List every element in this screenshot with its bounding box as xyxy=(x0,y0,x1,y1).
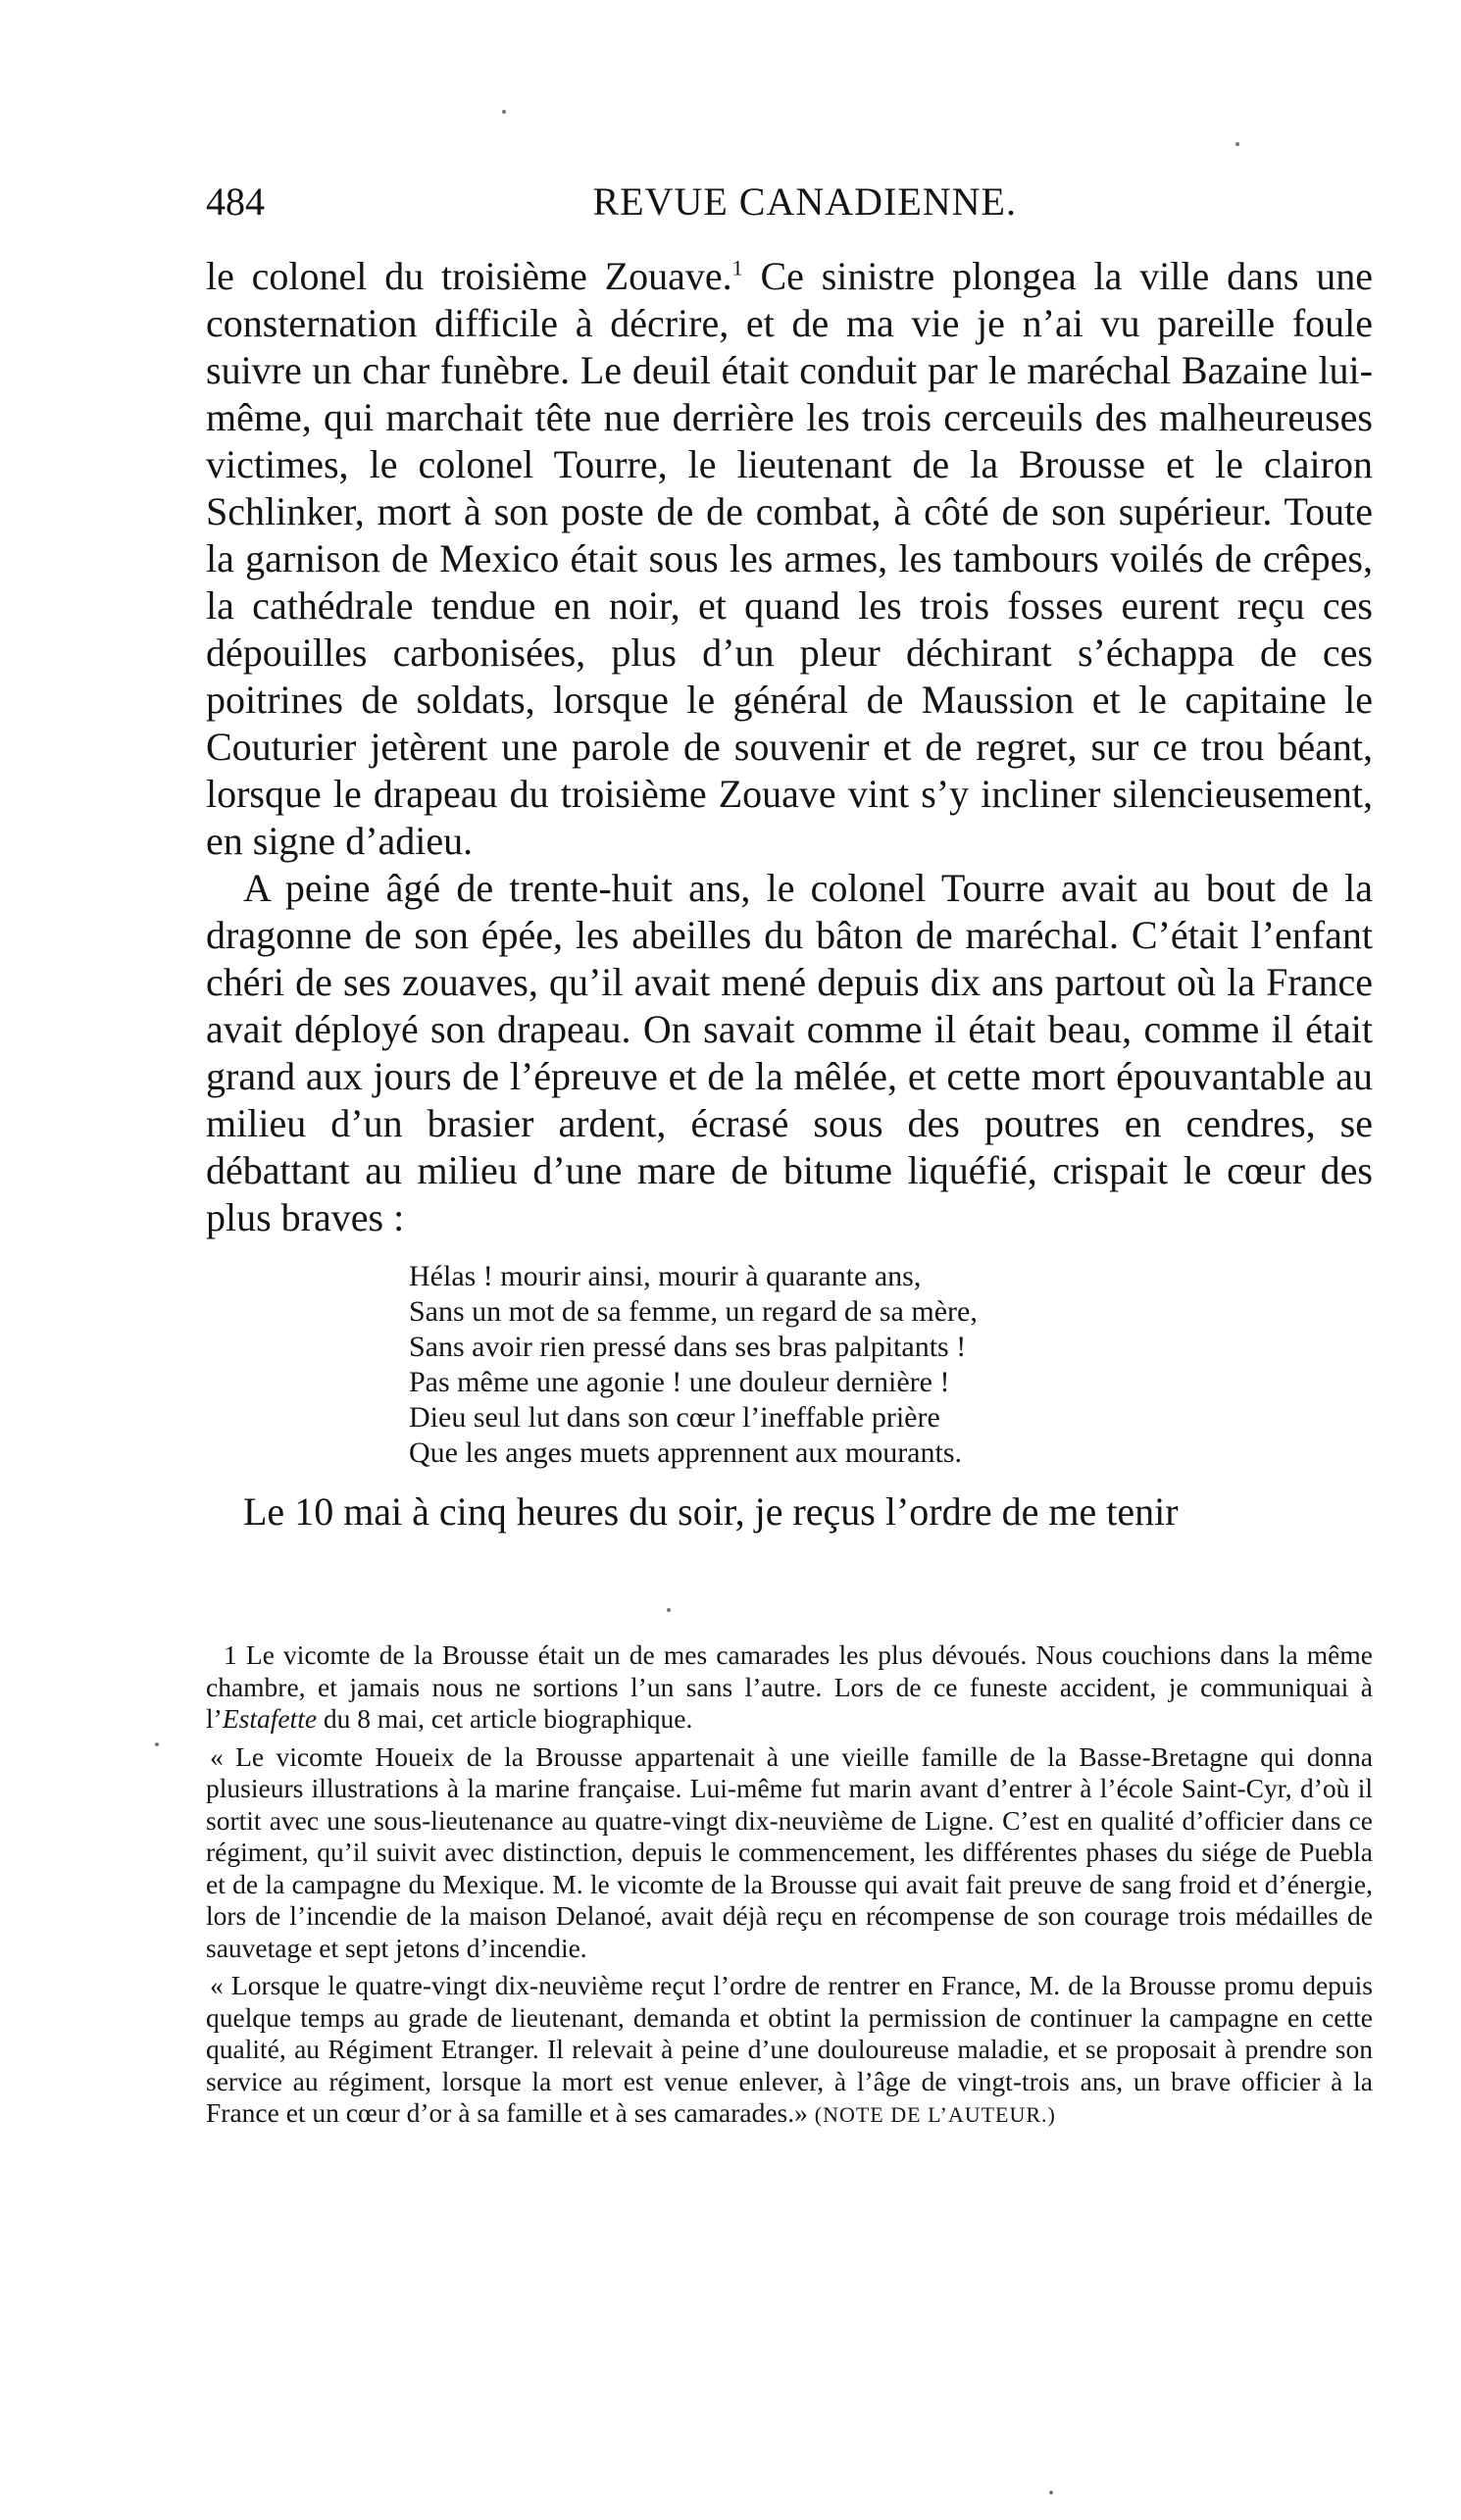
running-head xyxy=(206,175,1017,229)
poem-line: Que les anges muets apprennent aux mourants. xyxy=(409,1436,963,1469)
footnote-1-text: 1 Le vicomte de la Brousse était un de mes camarades les plus dévoués. Nous couchions dans la même chambre, et jamais nous ne sortions l’un sans l’autre. Lors de ce funeste accident, je communiquai à l’ xyxy=(206,1639,1373,1734)
paper-speck xyxy=(1235,142,1239,146)
journal-title: REVUE CANADIENNE. xyxy=(592,179,1017,224)
poem-line: Dieu seul lut dans son cœur l’ineffable prière xyxy=(409,1401,940,1434)
footnote-reference: 1 xyxy=(731,255,743,280)
footnote-1-ending: du 8 mai, cet article biographique. xyxy=(317,1703,693,1734)
paragraph-colonel-tourre: A peine âgé de trente-huit ans, le colonel Tourre avait au bout de la dragonne de son épée, les abeilles du bâton de maréchal. C’était l’enfant chéri de ses zouaves, qu’il avait mené depuis dix ans partout où la France avait déployé son drapeau. On savait comme il était beau, comme il était grand aux jours de l’épreuve et de la mêlée, et cette mort épouvantable au milieu d’un brasier ardent, écrasé sous des poutres en cendres, se débattant au milieu d’une mare de bitume liquéfié, crispait le cœur des plus braves : xyxy=(206,866,1373,1239)
paper-speck xyxy=(155,1742,159,1746)
footnotes xyxy=(206,1639,1373,2138)
footnote-quoted-conclusion xyxy=(206,1970,1373,2132)
paragraph-may-10: Le 10 mai à cinq heures du soir, je reçus l’ordre de me tenir xyxy=(243,1489,1179,1534)
poem-line: Sans avoir rien pressé dans ses bras palpitants ! xyxy=(409,1331,967,1363)
poem-line: Sans un mot de sa femme, un regard de sa mère, xyxy=(409,1295,978,1328)
page-number: 484 xyxy=(206,179,265,224)
paper-speck xyxy=(667,1608,671,1612)
poem-quotation xyxy=(409,1259,1373,1471)
paragraph-funeral xyxy=(206,253,1373,865)
footnote-1 xyxy=(206,1639,1373,1736)
newspaper-title: Estafette xyxy=(222,1703,318,1734)
paper-speck xyxy=(502,110,506,114)
poem-line: Pas même une agonie ! une douleur dernière ! xyxy=(409,1366,950,1398)
author-note: (NOTE DE L’AUTEUR.) xyxy=(814,2102,1056,2127)
paragraph-funeral-text: Ce sinistre plongea la ville dans une consternation difficile à décrire, et de ma vie je n’ai vu pareille foule suivre un char funèbre. Le deuil était conduit par le maréchal Bazaine lui-même, qui marchait tête nue derrière les trois cerceuils des malheureuses victimes, le colonel Tourre, le lieutenant de la Brousse et le clairon Schlinker, mort à son poste de de combat, à côté de son supérieur. Toute la garnison de Mexico était sous les armes, les tambours voilés de crêpes, la cathédrale tendue en noir, et quand les trois fosses eurent reçu ces dépouilles carbonisées, plus d’un pleur déchirant s’échappa de ces poitrines de soldats, lorsque le général de Maussion et le capitaine le Couturier jetèrent une parole de souvenir et de regret, sur ce trou béant, lorsque le drapeau du troisième Zouave vint s’y incliner silencieusement, en signe d’adieu. xyxy=(206,254,1374,863)
paragraph-funeral-opening: le colonel du troisième Zouave. xyxy=(206,254,732,298)
footnote-conclusion-text: « Lorsque le quatre-vingt dix-neuvième reçut l’ordre de rentrer en France, M. de la Brousse promu depuis quelque temps au grade de lieutenant, demanda et obtint la permission de continuer la campagne en cette qualité, au Régiment Etranger. Il relevait à peine d’une douloureuse maladie, et se proposait à prendre son service au régiment, lorsque la mort est venue enlever, à l’âge de vingt-trois ans, un brave officier à la France et un cœur d’or à sa famille et à ses camarades.» xyxy=(206,1970,1373,2128)
paper-speck xyxy=(1049,2491,1053,2495)
footnote-quoted-biography: « Le vicomte Houeix de la Brousse appartenait à une vieille famille de la Basse-Bretagne qui donna plusieurs illustrations à la marine française. Lui-même fut marin avant d’entrer à l’école Saint-Cyr, d’où il sortit avec une sous-lieutenance au quatre-vingt dix-neuvième de Ligne. C’est en qualité d’officier dans ce régiment, qu’il suivit avec distinction, depuis le commencement, les différentes phases du siége de Puebla et de la campagne du Mexique. M. le vicomte de la Brousse qui avait fait preuve de sang froid et d’énergie, lors de l’incendie de la maison Delanoé, avait déjà reçu en récompense de son courage trois médailles de sauvetage et sept jetons d’incendie. xyxy=(206,1740,1373,1963)
main-text xyxy=(206,253,1373,1536)
poem-line: Hélas ! mourir ainsi, mourir à quarante ans, xyxy=(409,1260,922,1292)
